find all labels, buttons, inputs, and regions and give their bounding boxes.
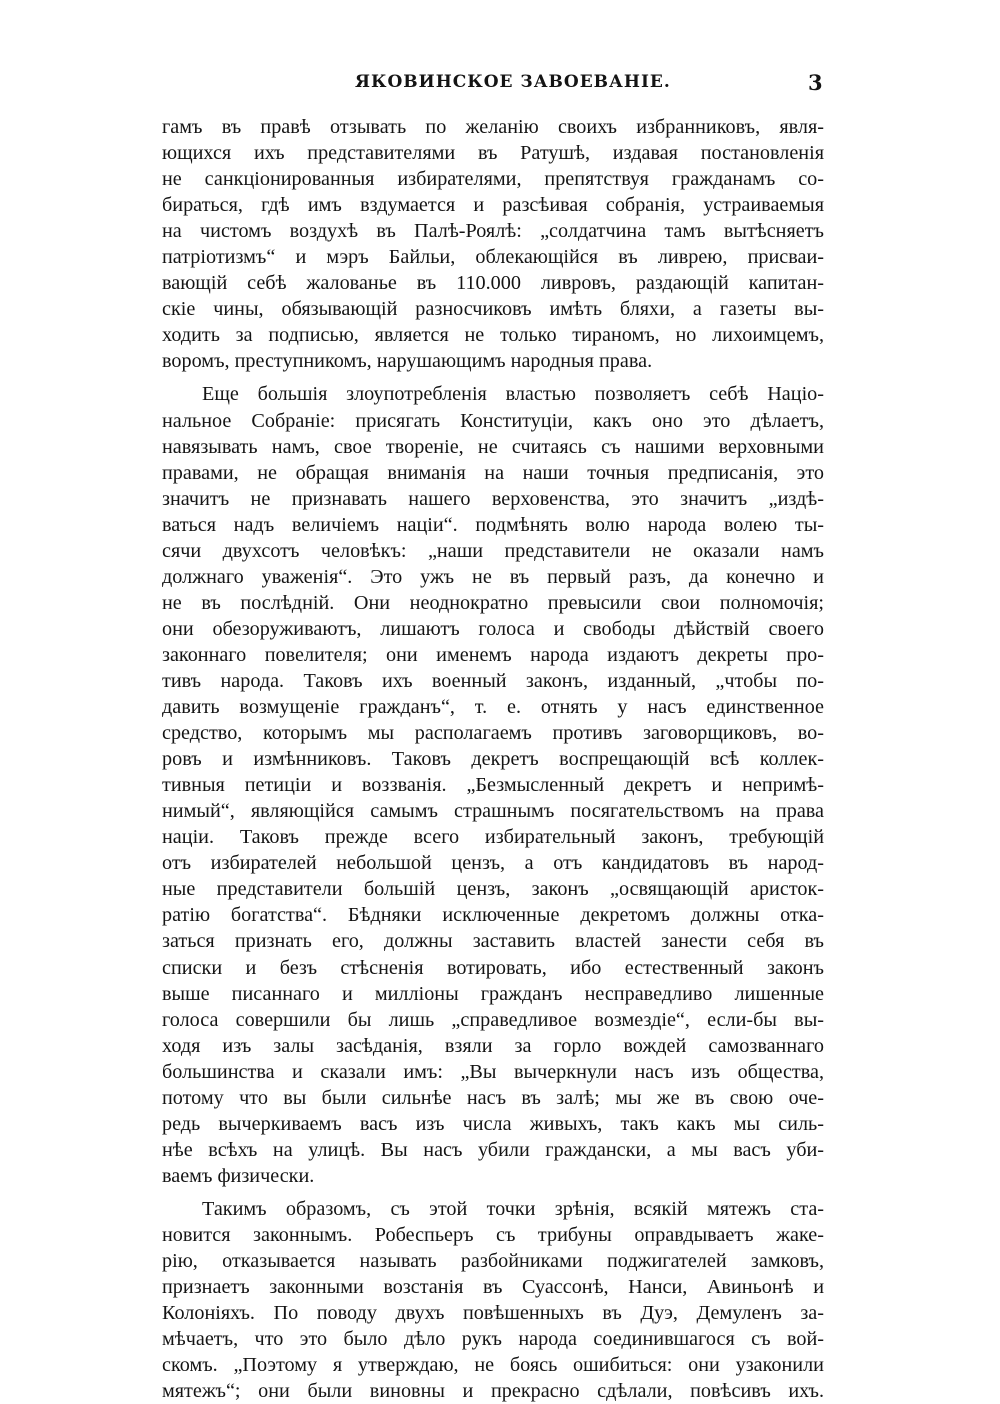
text-line: тивныя петиціи и воззванія. „Безмысленный декретъ и непримѣ- bbox=[162, 774, 824, 797]
text-line: давить возмущеніе гражданъ“, т. е. отнять у насъ единственное bbox=[162, 696, 824, 719]
text-line: ные представители большій цензъ, законъ „освящающій аристок- bbox=[162, 878, 824, 901]
text-line: ратію богатства“. Бѣдняки исключенные декретомъ должны отка- bbox=[162, 904, 824, 927]
text-line: ваемъ физически. bbox=[162, 1164, 315, 1187]
text-line: списки и безъ стѣсненія вотировать, ибо естественный законъ bbox=[162, 956, 824, 979]
text-line: ходя изъ залы засѣданія, взяли за горло вождей самозваннаго bbox=[162, 1034, 824, 1057]
paragraph bbox=[162, 114, 824, 374]
text-line: воромъ, преступникомъ, нарушающимъ народныя права. bbox=[162, 350, 653, 373]
text-line: ходить за подписью, является не только тираномъ, но лихоимцемъ, bbox=[162, 324, 824, 347]
text-line: не санкціонированныя избирателями, препятствуя гражданамъ со- bbox=[162, 168, 824, 191]
text-line: скомъ. „Поэтому я утверждаю, не боясь ошибиться: они узаконили bbox=[162, 1354, 824, 1377]
text-line: признаетъ законными возстанія въ Суассонѣ, Нанси, Авиньонѣ и bbox=[162, 1276, 824, 1299]
text-line: мятежъ“; они были виновны и прекрасно сдѣлали, повѣсивъ ихъ. bbox=[162, 1380, 824, 1403]
paragraph bbox=[162, 381, 824, 1188]
text-line: ющихся ихъ представителями въ Ратушѣ, издавая постановленія bbox=[162, 142, 824, 165]
text-line: значитъ не признавать нашего верховенства, это значитъ „издѣ- bbox=[162, 487, 824, 510]
text-line: заться признать его, должны заставить властей занести себя въ bbox=[162, 930, 824, 953]
text-line: редь вычеркиваемъ васъ изъ числа живыхъ, такъ какъ мы силь- bbox=[162, 1112, 824, 1135]
text-line: патріотизмъ“ и мэръ Байльи, облекающійся въ ливрею, присваи- bbox=[162, 246, 824, 269]
text-line: правами, не обращая вниманія на наши точныя предписанія, это bbox=[162, 461, 824, 484]
text-line: тивъ народа. Таковъ ихъ военный законъ, изданный, „чтобы по- bbox=[162, 669, 824, 692]
text-line: скіе чины, обязывающій разносчиковъ имѣть бляхи, а газеты вы- bbox=[162, 298, 824, 321]
text-line: должнаго уваженія“. Это ужъ не въ первый разъ, да конечно и bbox=[162, 565, 824, 588]
text-line: Колоніяхъ. По поводу двухъ повѣшенныхъ въ Дуэ, Демуленъ за- bbox=[162, 1302, 824, 1325]
text-line: навязывать намъ, свое твореніе, не считаясь съ нашими верховными bbox=[162, 435, 824, 458]
text-line: ровъ и измѣнниковъ. Таковъ декретъ воспрещающій всѣ коллек- bbox=[162, 748, 824, 771]
text-line: бираться, гдѣ имъ вздумается и разсѣивая собранія, устраиваемыя bbox=[162, 194, 824, 217]
text-line: нальное Собраніе: присягать Конституціи, какъ оно это дѣлаетъ, bbox=[162, 409, 824, 432]
text-line: голоса совершили бы лишь „справедливое возмездіе“, если-бы вы- bbox=[162, 1008, 824, 1031]
text-line: націи. Таковъ прежде всего избирательный законъ, требующій bbox=[162, 826, 824, 849]
paragraph bbox=[162, 1196, 824, 1404]
text-line: отъ избирателей небольшой цензъ, а отъ кандидатовъ въ народ- bbox=[162, 852, 824, 875]
running-title: ЯКОВИНСКОЕ ЗАВОЕВАНІЕ. bbox=[355, 72, 671, 92]
text-line: Такимъ образомъ, съ этой точки зрѣнія, всякій мятежъ ста- bbox=[202, 1197, 824, 1220]
text-line: мѣчаетъ, что это было дѣло рукъ народа соединившагося съ вой- bbox=[162, 1328, 824, 1351]
text-line: нѣе всѣхъ на улицѣ. Вы насъ убили граждански, а мы васъ уби- bbox=[162, 1138, 824, 1161]
text-line: законнаго повелителя; они именемъ народа издаютъ декреты про- bbox=[162, 643, 824, 666]
text-line: на чистомъ воздухѣ въ Палѣ-Роялѣ: „солдатчина тамъ вытѣсняетъ bbox=[162, 220, 824, 243]
text-line: гамъ въ правѣ отзывать по желанію своихъ избранниковъ, явля- bbox=[162, 116, 824, 138]
text-line: ваться надъ величіемъ націи“. подмѣнять волю народа волею ты- bbox=[162, 513, 824, 536]
text-line: большинства и сказали имъ: „Вы вычеркнули насъ изъ общества, bbox=[162, 1060, 824, 1083]
text-line: Еще большія злоупотребленія властью позволяетъ себѣ Націо- bbox=[202, 383, 824, 406]
text-line: нимый“, являющійся самымъ страшнымъ посягательствомъ на права bbox=[162, 800, 824, 823]
body-text bbox=[162, 114, 824, 1404]
page-number: 3 bbox=[808, 70, 823, 95]
text-line: рію, отказывается называть разбойниками поджигателей замковъ, bbox=[162, 1250, 824, 1273]
text-line: выше писаннаго и милліоны гражданъ несправедливо лишенные bbox=[162, 982, 824, 1005]
text-line: не въ послѣдній. Они неоднократно превысили свои полномочія; bbox=[162, 591, 824, 614]
text-line: они обезоруживаютъ, лишаютъ голоса и свободы дѣйствій своего bbox=[162, 617, 824, 640]
text-line: средство, которымъ мы располагаемъ противъ заговорщиковъ, во- bbox=[162, 722, 824, 745]
text-line: сячи двухсотъ человѣкъ: „наши представители не оказали намъ bbox=[162, 539, 824, 562]
text-line: вающій себѣ жалованье въ 110.000 ливровъ, раздающій капитан- bbox=[162, 272, 824, 295]
text-line: новится законнымъ. Робеспьеръ съ трибуны оправдываетъ жаке- bbox=[162, 1223, 824, 1246]
text-line: потому что вы были сильнѣе насъ въ залѣ; мы же въ свою оче- bbox=[162, 1086, 824, 1109]
